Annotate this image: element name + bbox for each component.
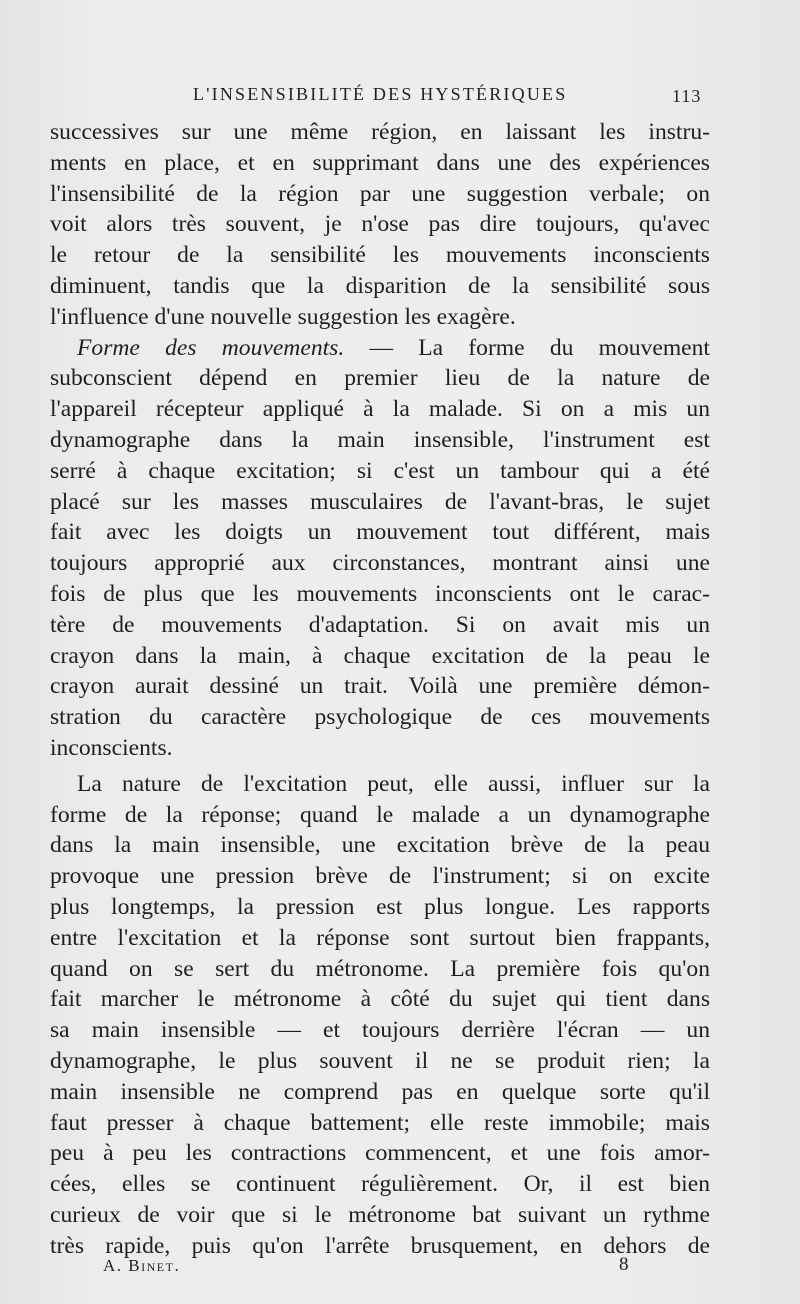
text-line: fois de plus que les mouvements inconscients ont le carac- [50,580,710,607]
text-line: inconscients. [50,734,173,761]
text-line: quand on se sert du métronome. La première fois qu'on [50,955,710,982]
page-number: 113 [672,86,702,106]
text-line: serré à chaque excitation; si c'est un tambour qui a été [50,457,710,484]
text-line: fait avec les doigts un mouvement tout différent, mais [50,519,710,546]
text-line: dynamographe dans la main insensible, l'instrument est [50,426,710,453]
text-line: l'influence d'une nouvelle suggestion les exagère. [50,303,516,330]
text-line: placé sur les masses musculaires de l'avant-bras, le sujet [50,488,710,515]
text-line: fait marcher le métronome à côté du sujet qui tient dans [50,986,710,1013]
text-line: forme de la réponse; quand le malade a un dynamographe [50,801,710,828]
text-line: entre l'excitation et la réponse sont surtout bien frappants, [50,924,710,951]
author-name: A. Binet. [103,1256,181,1275]
running-title: L'INSENSIBILITÉ DES HYSTÉRIQUES [193,84,568,104]
text-line [50,333,710,364]
text-line: voit alors très souvent, je n'ose pas dire toujours, qu'avec [50,211,710,238]
text-line: plus longtemps, la pression est plus longue. Les rapports [50,893,710,920]
text-line: successives sur une même région, en laissant les instru- [50,119,710,145]
text-line: l'appareil récepteur appliqué à la malade. Si on a mis un [50,396,710,423]
text-line: ments en place, et en supprimant dans une des expériences [50,149,710,176]
paragraph-1 [50,117,710,333]
signature-mark: 8 [619,1254,629,1275]
text-line: très rapide, puis qu'on l'arrête brusquement, en dehors de [50,1232,710,1259]
paragraph-2 [50,333,710,764]
text-line: sa main insensible — et toujours derrière l'écran — un [50,1017,710,1044]
text-line: peu à peu les contractions commencent, et une fois amor- [50,1140,710,1167]
text-line: subconscient dépend en premier lieu de la nature de [50,365,710,392]
text-run: — La forme du mouvement [344,334,710,361]
text-line: le retour de la sensibilité les mouvements inconscients [50,242,710,269]
section-heading: Forme des mouvements. [77,334,345,361]
text-line: crayon dans la main, à chaque excitation de la peau le [50,642,710,669]
text-line: provoque une pression brève de l'instrument; si on excite [50,863,710,890]
text-line: l'insensibilité de la région par une suggestion verbale; on [50,180,710,207]
text-line: La nature de l'excitation peut, elle aussi, influer sur la [77,770,710,797]
text-line: toujours approprié aux circonstances, montrant ainsi une [50,550,710,577]
text-line: main insensible ne comprend pas en quelque sorte qu'il [50,1078,710,1105]
text-line: stration du caractère psychologique de ces mouvements [50,704,710,731]
text-line: cées, elles se continuent régulièrement. Or, il est bien [50,1171,710,1198]
text-line: dynamographe, le plus souvent il ne se produit rien; la [50,1047,710,1074]
text-line: diminuent, tandis que la disparition de la sensibilité sous [50,272,710,299]
text-line: tère de mouvements d'adaptation. Si on avait mis un [50,611,710,638]
text-line: crayon aurait dessiné un trait. Voilà une première démon- [50,673,710,700]
text-line: faut presser à chaque battement; elle reste immobile; mais [50,1109,710,1136]
body-text [50,117,710,1261]
text-line: dans la main insensible, une excitation brève de la peau [50,832,710,859]
paragraph-3 [50,769,710,1262]
footer [0,1256,800,1282]
running-head [0,80,800,110]
text-line: curieux de voir que si le métronome bat suivant un rythme [50,1201,710,1228]
